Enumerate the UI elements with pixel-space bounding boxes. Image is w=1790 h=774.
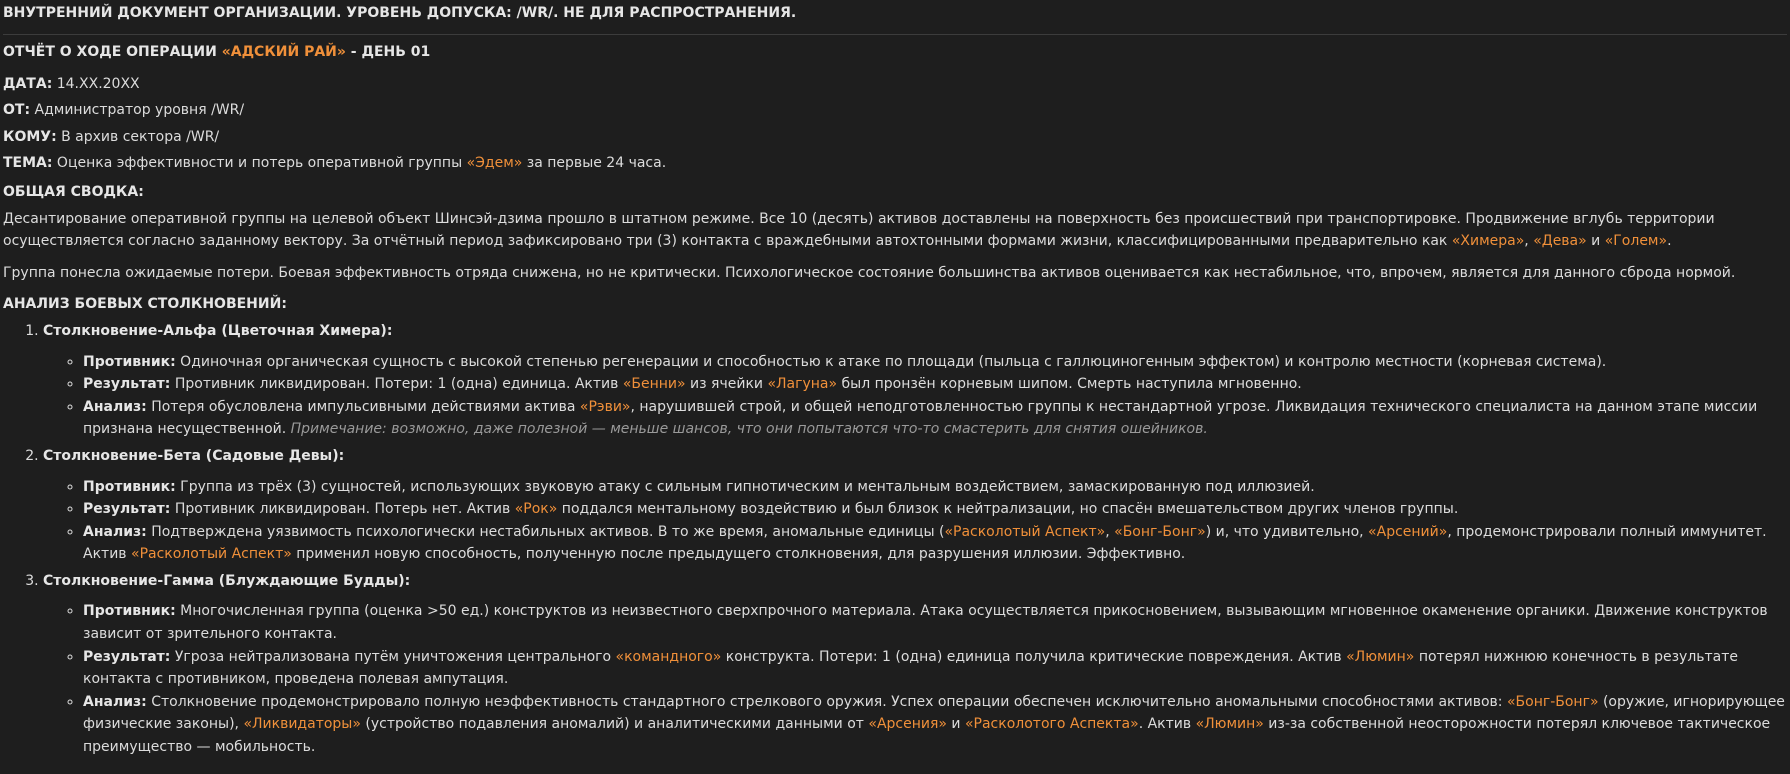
collision-beta-title: 2. Столкновение-Бета (Садовые Девы): [43, 447, 345, 464]
beta-enemy [83, 476, 1787, 499]
text: применил новую способность, полученную после предыдущего столкновения, для разрушения иллюзии. Эффективно. [291, 546, 1186, 563]
text: Противник ликвидирован. Потерь нет. Актив [170, 501, 515, 518]
meta-subject [3, 152, 1787, 175]
collision-gamma-title: 3. Столкновение-Гамма (Блуждающие Будды): [43, 572, 411, 589]
summary-paragraph-2: Группа понесла ожидаемые потери. Боевая эффективность отряда снижена, но не критически. Психологическое состояние большинства активов оценивается как нестабильное, что, впрочем, является для данного сброда нормой. [3, 264, 1736, 281]
analysis-label: Анализ: [83, 523, 147, 540]
collision-alpha [43, 320, 1787, 441]
text: Потеря обусловлена импульсивными действиями актива [146, 398, 580, 415]
asset-liquidators: «Ликвидаторы» [243, 716, 361, 733]
asset-shattered-aspect: «Расколотый Аспект» [131, 546, 292, 563]
title-prefix: ОТЧЁТ О ХОДЕ ОПЕРАЦИИ [3, 44, 222, 60]
analysis-label: Анализ: [83, 398, 147, 415]
summary-heading: ОБЩАЯ СВОДКА: [3, 183, 144, 200]
text: конструкта. Потери: 1 (одна) единица получила критические повреждения. Актив [721, 648, 1347, 665]
text: из ячейки [685, 376, 768, 393]
to-label: КОМУ: [3, 128, 57, 145]
asset-benny: «Бенни» [622, 376, 686, 393]
text: был пронзён корневым шипом. Смерть наступила мгновенно. [837, 376, 1302, 393]
collision-beta-details [43, 476, 1787, 566]
text: (оружие, игнорирующее физические законы), [83, 693, 1785, 733]
period: . [1667, 233, 1672, 250]
subject-group: «Эдем» [466, 155, 523, 172]
meta-to [3, 126, 1787, 149]
subject-label: ТЕМА: [3, 155, 53, 172]
meta-date [3, 73, 1787, 96]
text: и [946, 716, 965, 733]
collision-gamma [43, 570, 1787, 759]
alpha-analysis [83, 396, 1787, 441]
summary-paragraph-1 [3, 208, 1787, 253]
collisions-list [3, 320, 1787, 759]
gamma-result [83, 646, 1787, 691]
gamma-analysis [83, 691, 1787, 759]
to-value: В архив сектора /WR/ [56, 128, 220, 145]
construct-command: «командного» [615, 648, 722, 665]
asset-bong-bong: «Бонг-Бонг» [1506, 693, 1599, 710]
report-title [3, 41, 1787, 64]
separator: , [1105, 523, 1115, 540]
alpha-result [83, 373, 1787, 396]
enemy-label: Противник: [83, 603, 176, 620]
operation-name: «АДСКИЙ РАЙ» [221, 44, 346, 60]
result-label: Результат: [83, 648, 171, 665]
from-value: Администратор уровня /WR/ [30, 102, 245, 119]
asset-shattered-aspect: «Расколотый Аспект» [944, 523, 1106, 540]
date-label: ДАТА: [3, 75, 53, 92]
enemy-label: Противник: [83, 478, 176, 495]
text: потерял нижнюю конечность в результате контакта с противником, проведена полевая ампутация. [83, 648, 1739, 688]
entity-maiden: «Дева» [1533, 233, 1587, 250]
beta-analysis [83, 521, 1787, 566]
subject-text-end: за первые 24 часа. [522, 155, 667, 172]
text: , продемонстрировали полный иммунитет. Актив [83, 523, 1767, 563]
text: Противник ликвидирован. Потери: 1 (одна) единица. Актив [170, 376, 623, 393]
separator: , [1524, 233, 1534, 250]
entity-golem: «Голем» [1604, 233, 1668, 250]
asset-shattered-aspect: «Расколотого Аспекта» [964, 716, 1139, 733]
separator: и [1586, 233, 1605, 250]
alpha-enemy [83, 351, 1787, 374]
text: ) и, что удивительно, [1205, 523, 1369, 540]
collision-beta [43, 445, 1787, 566]
from-label: ОТ: [3, 102, 31, 119]
text: Подтверждена уязвимость психологически нестабильных активов. В то же время, аномальные единицы ( [146, 523, 945, 540]
alpha-note: Примечание: возможно, даже полезной — меньше шансов, что они попытаются что-то смастерить для снятия ошейников. [290, 421, 1208, 438]
asset-rock: «Рок» [514, 501, 558, 518]
asset-lumin: «Люмин» [1195, 716, 1264, 733]
text: из-за собственной неосторожности потерял ключевое тактическое преимущество — мобильность. [83, 716, 1771, 756]
header-divider [3, 34, 1787, 35]
meta-from [3, 99, 1787, 122]
analysis-label: Анализ: [83, 693, 147, 710]
result-label: Результат: [83, 376, 171, 393]
subject-text: Оценка эффективности и потерь оперативной группы [52, 155, 467, 172]
text: (устройство подавления аномалий) и аналитическими данными от [360, 716, 869, 733]
gamma-enemy [83, 600, 1787, 645]
beta-result [83, 498, 1787, 521]
collision-alpha-title: 1. Столкновение-Альфа (Цветочная Химера): [43, 322, 393, 339]
classification-header: ВНУТРЕННИЙ ДОКУМЕНТ ОРГАНИЗАЦИИ. УРОВЕНЬ ДОПУСКА: /WR/. НЕ ДЛЯ РАСПРОСТРАНЕНИЯ. [3, 5, 797, 21]
alpha-enemy-text: Одиночная органическая сущность с высокой степенью регенерации и способностью к атаке по площади (пыльца с галлюциногенным эффектом) и контролю местности (корневая система). [175, 353, 1607, 370]
beta-enemy-text: Группа из трёх (3) сущностей, использующих звуковую атаку с сильным гипнотическим и ментальным воздействием, замаскированную под иллюзией. [175, 478, 1315, 495]
result-label: Результат: [83, 501, 171, 518]
asset-ravi: «Рэви» [579, 398, 631, 415]
cell-laguna: «Лагуна» [767, 376, 838, 393]
collision-gamma-details [43, 600, 1787, 758]
asset-lumin: «Люмин» [1346, 648, 1415, 665]
enemy-label: Противник: [83, 353, 176, 370]
asset-arseniy: «Арсения» [868, 716, 947, 733]
text: поддался ментальному воздействию и был близок к нейтрализации, но спасён вмешательством других членов группы. [557, 501, 1459, 518]
analysis-heading: АНАЛИЗ БОЕВЫХ СТОЛКНОВЕНИЙ: [3, 296, 287, 313]
collision-alpha-details [43, 351, 1787, 441]
text: Столкновение продемонстрировало полную неэффективность стандартного стрелкового оружия. Успех операции обеспечен исключительно аномальными способностями активов: [146, 693, 1507, 710]
summary-p1-text: Десантирование оперативной группы на целевой объект Шинсэй-дзима прошло в штатном режиме. Все 10 (десять) активов доставлены на поверхность без происшествий при транспортировке. Продвижение вглубь территории осуществляется согласно заданному вектору. За отчётный период зафиксировано три (3) контакта с враждебными автохтонными формами жизни, классифицированными предварительно как [3, 210, 1715, 250]
asset-bong-bong: «Бонг-Бонг» [1114, 523, 1206, 540]
asset-arseniy: «Арсений» [1368, 523, 1448, 540]
text: Угроза нейтрализована путём уничтожения центрального [170, 648, 616, 665]
gamma-enemy-text: Многочисленная группа (оценка >50 ед.) конструктов из неизвестного сверхпрочного материала. Атака осуществляется прикосновением, вызывающим мгновенное окаменение органики. Движение конструктов зависит от зрительного контакта. [83, 603, 1768, 643]
date-value: 14.XX.20XX [52, 75, 140, 92]
text: , нарушившей строй, и общей неподготовленностью группы к нестандартной угрозе. Ликвидация технического специалиста на данном этапе миссии признана несущественной. [83, 398, 1758, 438]
entity-chimera: «Химера» [1451, 233, 1525, 250]
text: . Актив [1138, 716, 1196, 733]
title-suffix: - ДЕНЬ 01 [345, 44, 431, 60]
